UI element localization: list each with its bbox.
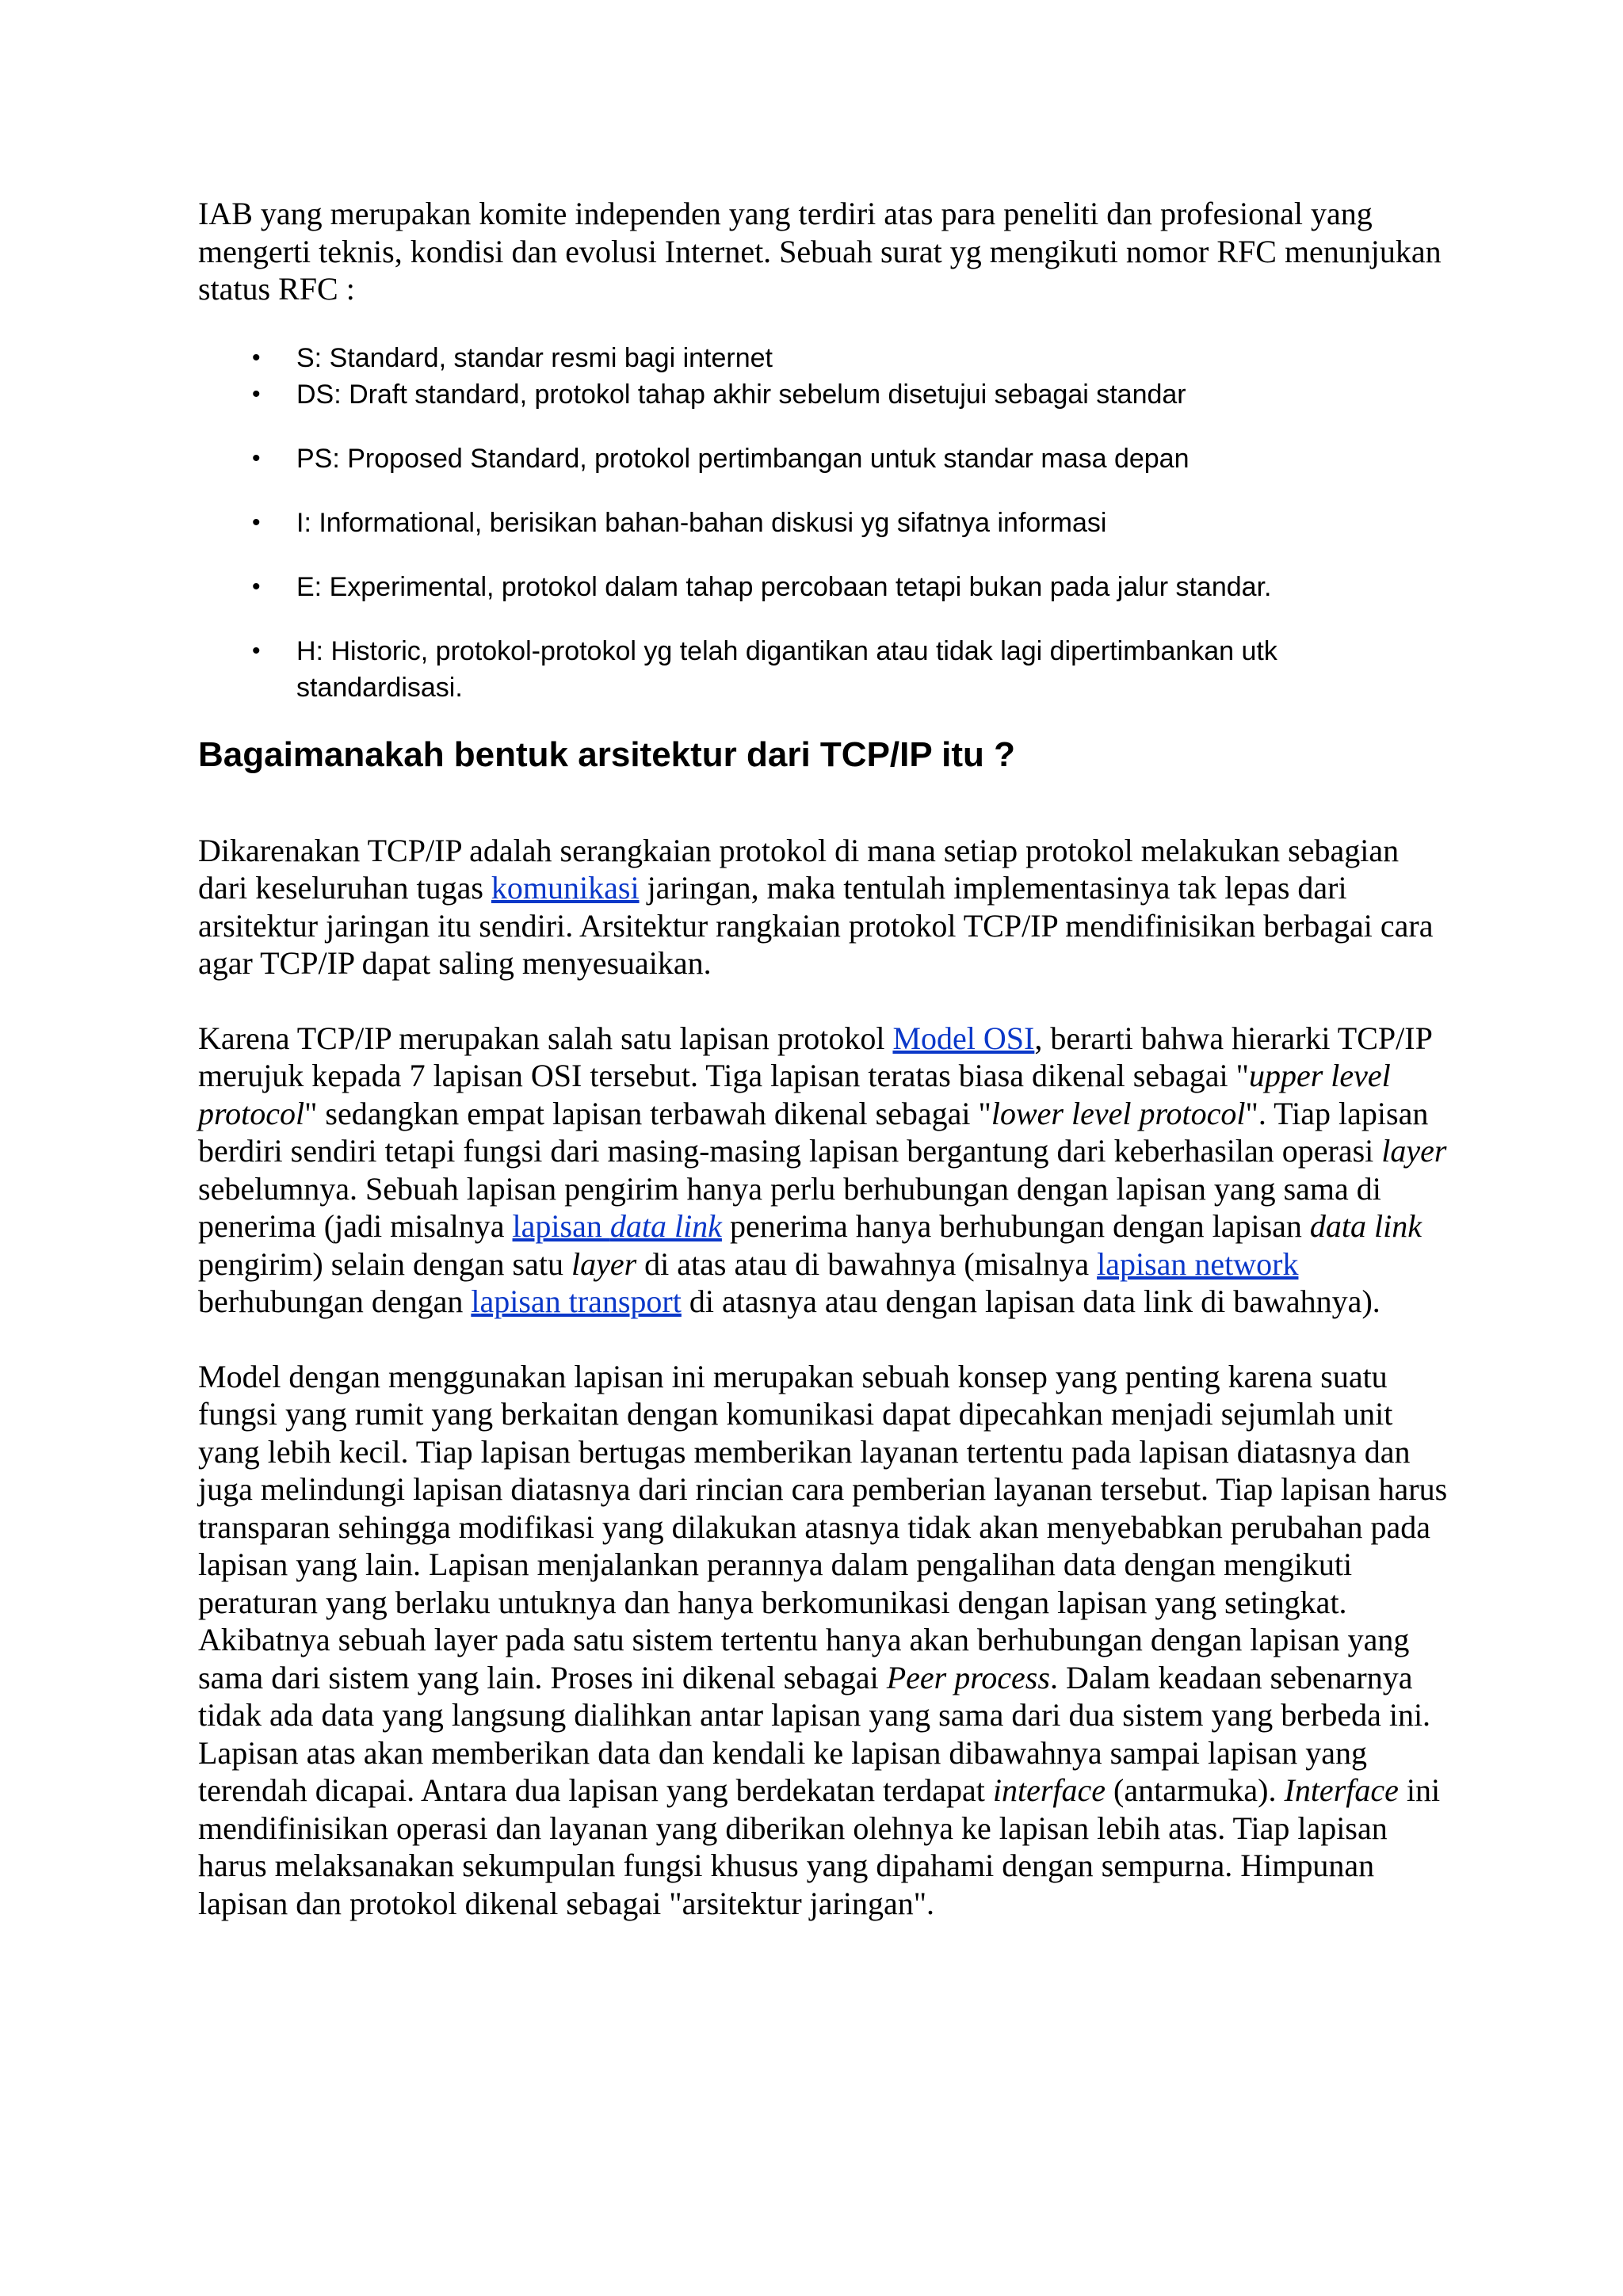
bullet-icon: •: [252, 380, 261, 407]
bullet-icon: •: [252, 637, 261, 664]
text-run: (antarmuka).: [1106, 1772, 1285, 1808]
text-run: , berarti bahwa hierarki TCP/IP merujuk kepada 7 lapisan OSI tersebut. Tiga lapisan teratas biasa dikenal sebagai ": [198, 1020, 1432, 1093]
list-item-text: E: Experimental, protokol dalam tahap percobaan tetapi bukan pada jalur standar.: [296, 571, 1272, 602]
bullet-icon: •: [252, 509, 261, 536]
text-run: . Dalam keadaan sebenarnya tidak ada data yang langsung dialihkan antar lapisan yang sama dari dua sistem yang berbeda ini. Lapisan atas akan memberikan data dan kendali ke lapisan dibawahnya sampai lapisan yang terendah dicapai. Antara dua lapisan yang berdekatan terdapat: [198, 1659, 1431, 1808]
list-item-text: DS: Draft standard, protokol tahap akhir sebelum disetujui sebagai standar: [296, 379, 1186, 410]
text-run: Karena TCP/IP merupakan salah satu lapisan protokol: [198, 1020, 893, 1056]
paragraph-tcpip-intro: [198, 832, 1450, 982]
text-run: penerima hanya berhubungan dengan lapisan: [721, 1208, 1310, 1244]
list-item-text: H: Historic, protokol-protokol yg telah digantikan atau tidak lagi dipertimbankan utk standardisasi.: [296, 635, 1277, 703]
paragraph-layer-model: [198, 1358, 1450, 1923]
emphasis-text: layer: [571, 1245, 637, 1282]
emphasis-text: Interface: [1284, 1772, 1399, 1808]
emphasis-text: Peer process: [886, 1659, 1050, 1695]
section-heading: Bagaimanakah bentuk arsitektur dari TCP/IP itu ?: [198, 734, 1016, 774]
text-run: di atasnya atau dengan lapisan data link di bawahnya).: [681, 1283, 1381, 1319]
rfc-status-list: [198, 340, 1450, 706]
link-lapisan-data-link[interactable]: [513, 1208, 722, 1244]
text-run: jaringan, maka tentulah implementasinya tak lepas dari arsitektur jaringan itu sendiri. Arsitektur rangkaian protokol TCP/IP mendifinisikan berbagai cara agar TCP/IP dapat saling menyesuaikan.: [198, 870, 1434, 981]
document-page: [198, 195, 1450, 1959]
intro-paragraph: IAB yang merupakan komite independen yang terdiri atas para peneliti dan profesional yang mengerti teknis, kondisi dan evolusi Internet. Sebuah surat yg mengikuti nomor RFC menunjukan status RFC :: [198, 196, 1442, 307]
emphasis-text: layer: [1381, 1133, 1447, 1169]
text-run: sebelumnya. Sebuah lapisan pengirim hanya perlu berhubungan dengan lapisan yang sama di penerima (jadi misalnya: [198, 1170, 1381, 1244]
text-run: di atas atau di bawahnya (misalnya: [636, 1245, 1098, 1282]
emphasis-text: data link: [1309, 1208, 1422, 1244]
list-item: [198, 376, 1422, 413]
link-text: lapisan: [512, 1208, 610, 1244]
list-item-text: PS: Proposed Standard, protokol pertimbangan untuk standar masa depan: [296, 443, 1190, 474]
list-item: [198, 633, 1422, 706]
list-item: [198, 340, 1422, 376]
bullet-icon: •: [252, 573, 261, 600]
emphasis-text: interface: [992, 1772, 1106, 1808]
text-run: pengirim) selain dengan satu: [198, 1245, 571, 1282]
link-lapisan-network[interactable]: lapisan network: [1097, 1245, 1299, 1282]
text-run: berhubungan dengan: [198, 1283, 472, 1319]
emphasis-text: lower level protocol: [991, 1095, 1246, 1131]
bullet-icon: •: [252, 444, 261, 471]
list-item: [198, 441, 1422, 477]
link-lapisan-transport[interactable]: lapisan transport: [471, 1283, 682, 1319]
list-item-text: I: Informational, berisikan bahan-bahan diskusi yg sifatnya informasi: [296, 507, 1107, 538]
link-emphasis-text: data link: [609, 1208, 722, 1244]
text-run: ". Tiap lapisan berdiri sendiri tetapi fungsi dari masing-masing lapisan bergantung dari keberhasilan operasi: [198, 1095, 1429, 1169]
text-run: Model dengan menggunakan lapisan ini merupakan sebuah konsep yang penting karena suatu fungsi yang rumit yang berkaitan dengan komunikasi dapat dipecahkan menjadi sejumlah unit yang lebih kecil. Tiap lapisan bertugas memberikan layanan tertentu pada lapisan diatasnya dan juga melindungi lapisan diatasnya dari rincian cara pemberian layanan tersebut. Tiap lapisan harus transparan sehingga modifikasi yang dilakukan atasnya tidak akan menyebabkan perubahan pada lapisan yang lain. Lapisan menjalankan perannya dalam pengalihan data dengan mengikuti peraturan yang berlaku untuknya dan hanya berkomunikasi dengan lapisan yang setingkat. Akibatnya sebuah layer pada satu sistem tertentu hanya akan berhubungan dengan lapisan yang sama dari sistem yang lain. Proses ini dikenal sebagai: [198, 1358, 1448, 1695]
paragraph-osi-layers: [198, 1020, 1450, 1321]
text-run: ini mendifinisikan operasi dan layanan yang diberikan olehnya ke lapisan lebih atas. Tiap lapisan harus melaksanakan sekumpulan fungsi khusus yang dipahami dengan sempurna. Himpunan lapisan dan protokol dikenal sebagai "arsitektur jaringan".: [198, 1772, 1441, 1921]
text-run: Dikarenakan TCP/IP adalah serangkaian protokol di mana setiap protokol melakukan sebagian dari keseluruhan tugas: [198, 832, 1400, 906]
emphasis-text: upper level protocol: [198, 1058, 1391, 1131]
text-run: " sedangkan empat lapisan terbawah dikenal sebagai ": [304, 1095, 991, 1131]
list-item-text: S: Standard, standar resmi bagi internet: [296, 342, 773, 373]
link-model-osi[interactable]: Model OSI: [892, 1020, 1035, 1056]
list-item: [198, 505, 1422, 541]
bullet-icon: •: [252, 344, 261, 371]
link-komunikasi[interactable]: komunikasi: [491, 870, 640, 906]
list-item: [198, 569, 1422, 605]
